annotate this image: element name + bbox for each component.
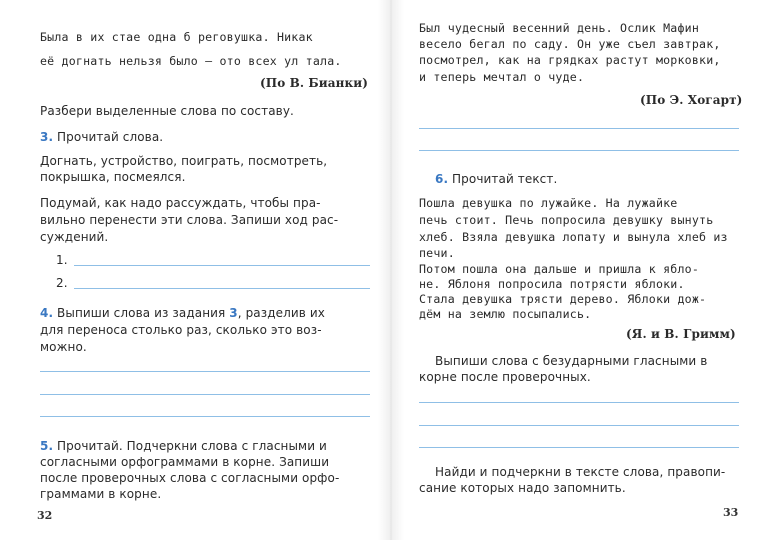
quote-line: Была в их стае одна б реговушка. Никак xyxy=(40,30,313,44)
instruction-parse: Разбери выделенные слова по составу. xyxy=(40,104,294,118)
story-line: не. Яблоня попросила потрясти яблоки. xyxy=(419,277,685,291)
answer-line[interactable] xyxy=(419,128,739,129)
task-text: Выпиши слова из задания xyxy=(57,306,230,320)
task-number: 3. xyxy=(40,130,54,144)
answer-line[interactable] xyxy=(419,150,739,151)
page-number: 32 xyxy=(37,509,53,522)
task-4-text: для переноса столько раз, сколько это воз- xyxy=(40,323,322,337)
task-text: , разделив их xyxy=(237,306,325,320)
task-3-words xyxy=(40,154,327,169)
quote-line: и теперь мечтал о чуде. xyxy=(419,70,585,84)
answer-line[interactable] xyxy=(419,402,739,403)
page-right xyxy=(390,0,781,540)
answer-label: 1. xyxy=(56,253,68,267)
task-5-text: после проверочных слова с согласными орфо- xyxy=(40,471,340,485)
story-source: (Я. и В. Гримм) xyxy=(626,327,736,341)
task-5-heading xyxy=(40,439,327,454)
answer-line[interactable] xyxy=(419,425,739,426)
quote-source: (По В. Бианки) xyxy=(260,76,369,90)
page-number: 33 xyxy=(723,506,739,519)
answer-line[interactable] xyxy=(40,416,370,417)
word-list-line: Догнать, устройство, поиграть, посмотреть, xyxy=(40,154,328,168)
task-number: 6. xyxy=(435,172,449,186)
task-3-words xyxy=(40,170,185,185)
story-line: Потом пошла она дальше и пришла к ябло- xyxy=(419,262,700,276)
quote-source: (По Э. Хогарт) xyxy=(640,93,743,107)
story-line: хлеб. Взяла девушка лопату и вынула хлеб из xyxy=(419,230,728,244)
page-left xyxy=(0,0,390,540)
task-3-heading xyxy=(40,130,163,145)
task-4-text: можно. xyxy=(40,340,87,354)
instruction-unstressed: Выпиши слова с безударными гласными в xyxy=(435,354,708,368)
task-4-heading xyxy=(40,306,325,321)
instruction-memorize: Найди и подчеркни в тексте слова, правопи- xyxy=(435,465,726,479)
task-reference: 3 xyxy=(229,306,238,320)
task-title: Прочитай текст. xyxy=(452,172,558,186)
task-5-text: граммами в корне. xyxy=(40,487,162,501)
task-5-text: согласными орфограммами в корне. Запиши xyxy=(40,455,330,469)
task-6-heading xyxy=(435,172,557,187)
word-list-line: покрышка, посмеялся. xyxy=(40,170,186,184)
task-3-question: вильно перенести эти слова. Запиши ход рас- xyxy=(40,213,339,227)
answer-line[interactable] xyxy=(40,371,370,372)
quote-line: Был чудесный весенний день. Ослик Мафин xyxy=(419,21,700,35)
task-text: Прочитай. Подчеркни слова с гласными и xyxy=(57,439,327,453)
instruction-memorize: сание которых надо запомнить. xyxy=(419,481,626,495)
answer-line[interactable] xyxy=(74,288,370,289)
story-line: печь стоит. Печь попросила девушку вынуть xyxy=(419,213,714,227)
quote-line: посмотрел, как на грядках растут морковки, xyxy=(419,53,721,67)
quote-line: её догнать нельзя было — ото всех ул тала. xyxy=(40,54,342,68)
task-3-question: суждений. xyxy=(40,230,109,244)
quote-line: весело бегал по саду. Он уже съел завтрак, xyxy=(419,37,721,51)
answer-line[interactable] xyxy=(419,447,739,448)
answer-line[interactable] xyxy=(74,265,370,266)
task-3-question: Подумай, как надо рассуждать, чтобы пра- xyxy=(40,196,321,210)
instruction-unstressed: корне после проверочных. xyxy=(419,370,591,384)
answer-label: 2. xyxy=(56,276,68,290)
task-title: Прочитай слова. xyxy=(57,130,164,144)
task-number: 5. xyxy=(40,439,54,453)
story-line: Стала девушка трясти дерево. Яблоки дож- xyxy=(419,292,707,306)
task-number: 4. xyxy=(40,306,54,320)
story-line: печи. xyxy=(419,246,455,260)
story-line: дём на землю посыпались. xyxy=(419,307,592,321)
answer-line[interactable] xyxy=(40,394,370,395)
story-line: Пошла девушка по лужайке. На лужайке xyxy=(419,196,678,210)
